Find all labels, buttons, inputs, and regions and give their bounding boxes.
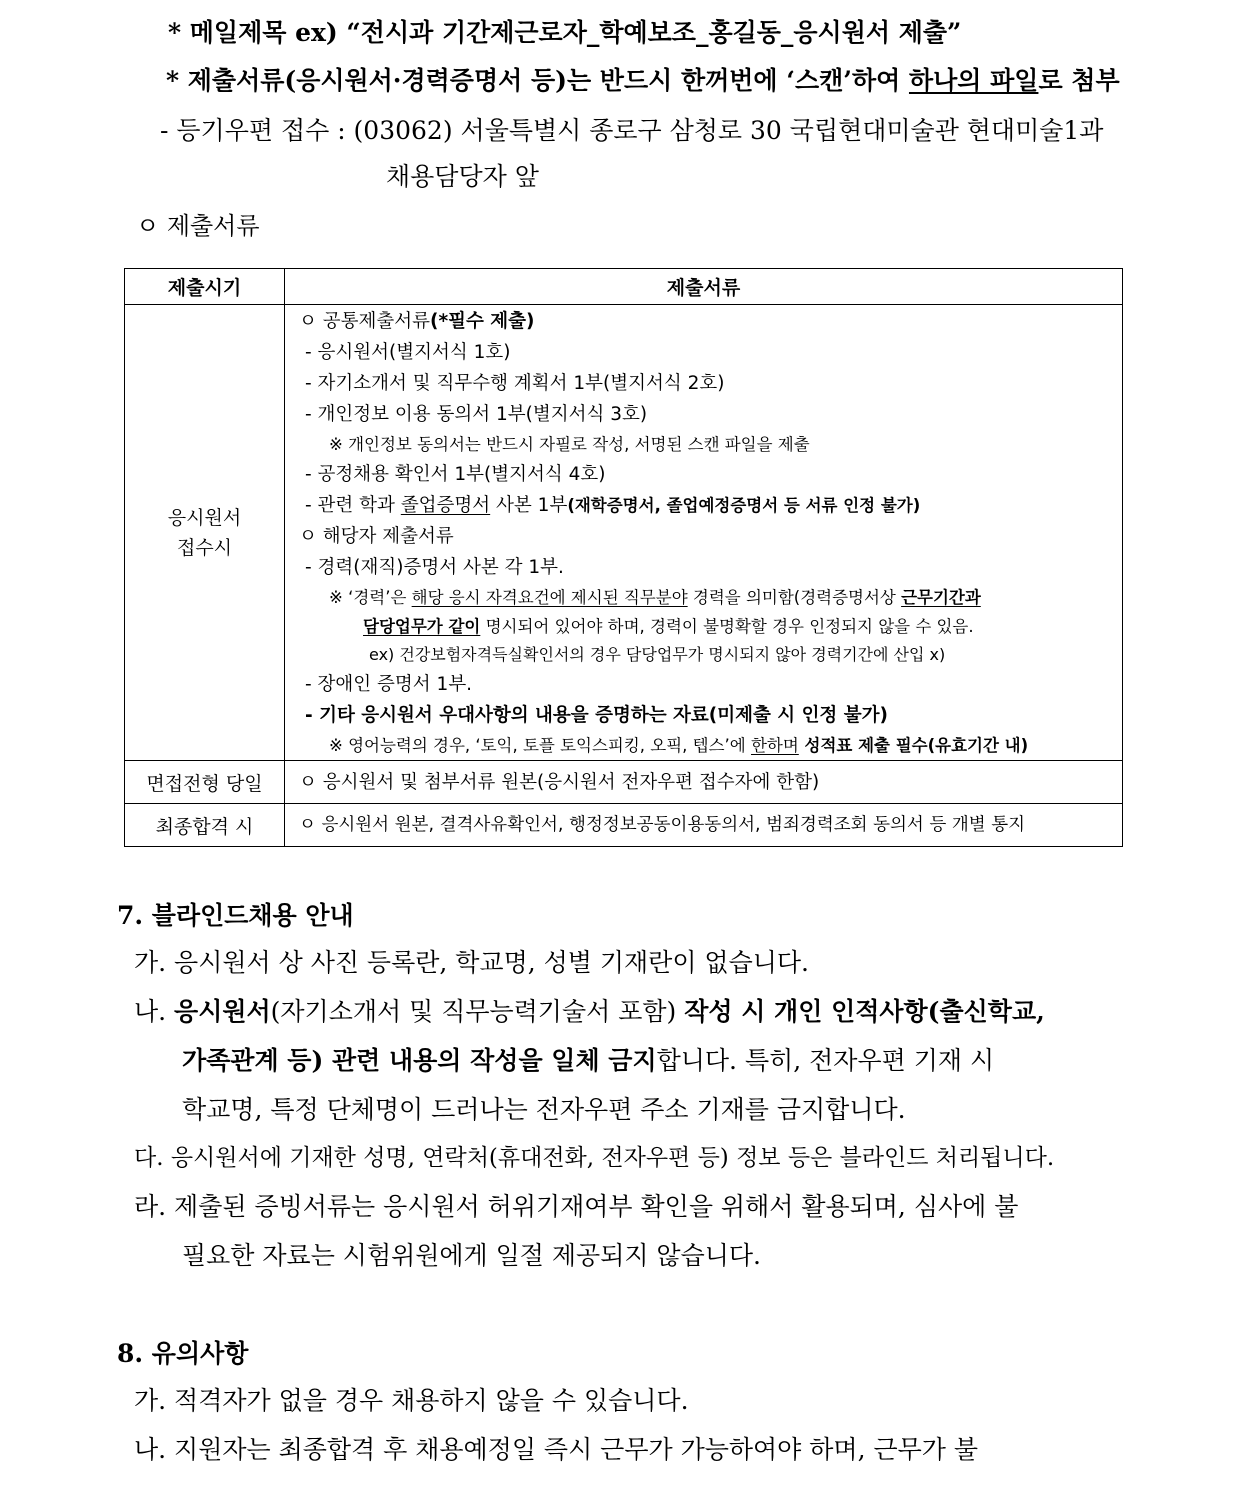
list-item: - 응시원서(별지서식 1호) <box>305 342 511 363</box>
section-8-item-ga: 가. 적격자가 없을 경우 채용하지 않을 수 있습니다. <box>134 1386 689 1415</box>
item-emphasis: 작성 시 개인 인적사항(출신학교, <box>684 997 1045 1026</box>
item-emphasis: 응시원서 <box>174 997 271 1026</box>
list-item: ㅇ 응시원서 원본, 결격사유확인서, 행정정보공동이용동의서, 범죄경력조회 동의서 등 개별 통지 <box>299 814 1026 835</box>
registered-mail-address: - 등기우편 접수 : (03062) 서울특별시 종로구 삼청로 30 국립현대미술관 현대미술1과 <box>160 116 1104 145</box>
list-item-text: 사본 1부 <box>490 495 568 516</box>
row-label-final: 최종합격 시 <box>125 804 285 847</box>
list-note <box>299 583 1112 612</box>
list-item-underlined: 졸업증명서 <box>400 495 491 516</box>
row-label-interview: 면접전형 당일 <box>125 761 285 804</box>
list-note-text: 경력을 의미함(경력증명서상 <box>687 588 902 607</box>
list-note <box>299 612 1112 641</box>
list-note: ex) 건강보험자격득실확인서의 경우 담당업무가 명시되지 않아 경력기간에 산입 x) <box>369 645 946 664</box>
row-label-application <box>125 305 285 761</box>
list-item <box>299 306 1112 337</box>
header-documents: 제출서류 <box>285 269 1123 305</box>
section-7-item-ra-cont: 필요한 자료는 시험위원에게 일절 제공되지 않습니다. <box>182 1241 761 1270</box>
section-7-item-da: 다. 응시원서에 기재한 성명, 연락처(휴대전화, 전자우편 등) 정보 등은 블라인드 처리됩니다. <box>134 1145 1055 1171</box>
list-item <box>299 490 1112 521</box>
list-item-emphasis: (*필수 제출) <box>429 311 535 332</box>
documents-heading: ㅇ 제출서류 <box>136 212 260 240</box>
section-8-item-na: 나. 지원자는 최종합격 후 채용예정일 즉시 근무가 가능하여야 하며, 근무가 불 <box>134 1435 979 1464</box>
list-note <box>299 731 1112 760</box>
list-item-bold: - 기타 응시원서 우대사항의 내용을 증명하는 자료(미제출 시 인정 불가) <box>305 705 888 726</box>
list-note-text: 명시되어 있어야 하며, 경력이 불명확할 경우 인정되지 않을 수 있음. <box>480 617 974 636</box>
item-text: 나. <box>134 997 175 1026</box>
list-note-emphasis: 성적표 제출 필수(유효기간 내) <box>798 736 1029 755</box>
list-note-underlined: 해당 응시 자격요건에 제시된 직무분야 <box>411 588 688 607</box>
attachment-note-underlined: 하나의 파일 <box>908 66 1039 95</box>
registered-mail-recipient: 채용담당자 앞 <box>386 162 539 191</box>
list-note-text: ※ ‘경력’은 <box>329 588 412 607</box>
row-label-line: 응시원서 <box>167 506 242 529</box>
item-emphasis: 가족관계 등) 관련 내용의 작성을 일체 금지 <box>182 1046 657 1075</box>
section-7-item-na <box>134 992 1045 1028</box>
attachment-note-end: 로 첨부 <box>1038 66 1120 95</box>
list-item-text: ㅇ 공통제출서류 <box>299 311 430 332</box>
header-submission-time: 제출시기 <box>125 269 285 305</box>
section-8-title: 8. 유의사항 <box>117 1339 249 1368</box>
table-row <box>125 305 1123 761</box>
list-item-emphasis: (재학증명서, 졸업예정증명서 등 서류 인정 불가) <box>567 496 921 515</box>
list-item: - 장애인 증명서 1부. <box>305 674 473 695</box>
attachment-note-text: * 제출서류(응시원서·경력증명서 등)는 반드시 한꺼번에 ‘스캔’하여 <box>166 66 909 95</box>
list-item: - 경력(재직)증명서 사본 각 1부. <box>305 557 564 578</box>
email-subject-note: * 메일제목 ex) “전시과 기간제근로자_학예보조_홍길동_응시원서 제출” <box>168 18 962 47</box>
section-7-item-na-cont <box>182 1041 994 1077</box>
list-item-text: - 관련 학과 <box>305 495 401 516</box>
row-label-line: 접수시 <box>176 536 233 559</box>
attachment-note <box>166 64 1120 98</box>
item-text: 합니다. 특히, 전자우편 기재 시 <box>656 1046 995 1075</box>
row-documents-interview <box>285 761 1123 804</box>
table-row <box>125 761 1123 804</box>
list-note: ※ 개인정보 동의서는 반드시 자필로 작성, 서명된 스캔 파일을 제출 <box>329 435 810 454</box>
list-note-underlined: 한하며 <box>750 736 799 755</box>
list-note-text: ※ 영어능력의 경우, ‘토익, 토플 토익스피킹, 오픽, 텝스’에 <box>329 736 751 755</box>
list-item: - 자기소개서 및 직무수행 계획서 1부(별지서식 2호) <box>305 373 725 394</box>
row-documents-final <box>285 804 1123 847</box>
section-7-item-ra: 라. 제출된 증빙서류는 응시원서 허위기재여부 확인을 위해서 활용되며, 심사에 불 <box>134 1192 1019 1221</box>
row-documents-application <box>285 305 1123 761</box>
table-header-row <box>125 269 1123 305</box>
list-note-emphasis: 담당업무가 같이 <box>363 617 481 636</box>
item-text: (자기소개서 및 직무능력기술서 포함) <box>270 997 685 1026</box>
list-item: - 공정채용 확인서 1부(별지서식 4호) <box>305 464 606 485</box>
section-7-item-na-cont2: 학교명, 특정 단체명이 드러나는 전자우편 주소 기재를 금지합니다. <box>182 1095 906 1124</box>
list-item: ㅇ 응시원서 및 첨부서류 원본(응시원서 전자우편 접수자에 한함) <box>299 771 820 793</box>
section-7-title: 7. 블라인드채용 안내 <box>117 901 354 930</box>
list-item: ㅇ 해당자 제출서류 <box>299 526 454 547</box>
list-note-emphasis: 근무기간과 <box>901 588 981 607</box>
section-7-item-ga: 가. 응시원서 상 사진 등록란, 학교명, 성별 기재란이 없습니다. <box>134 948 809 977</box>
documents-table <box>124 268 1123 847</box>
table-row <box>125 804 1123 847</box>
list-item: - 개인정보 이용 동의서 1부(별지서식 3호) <box>305 404 648 425</box>
